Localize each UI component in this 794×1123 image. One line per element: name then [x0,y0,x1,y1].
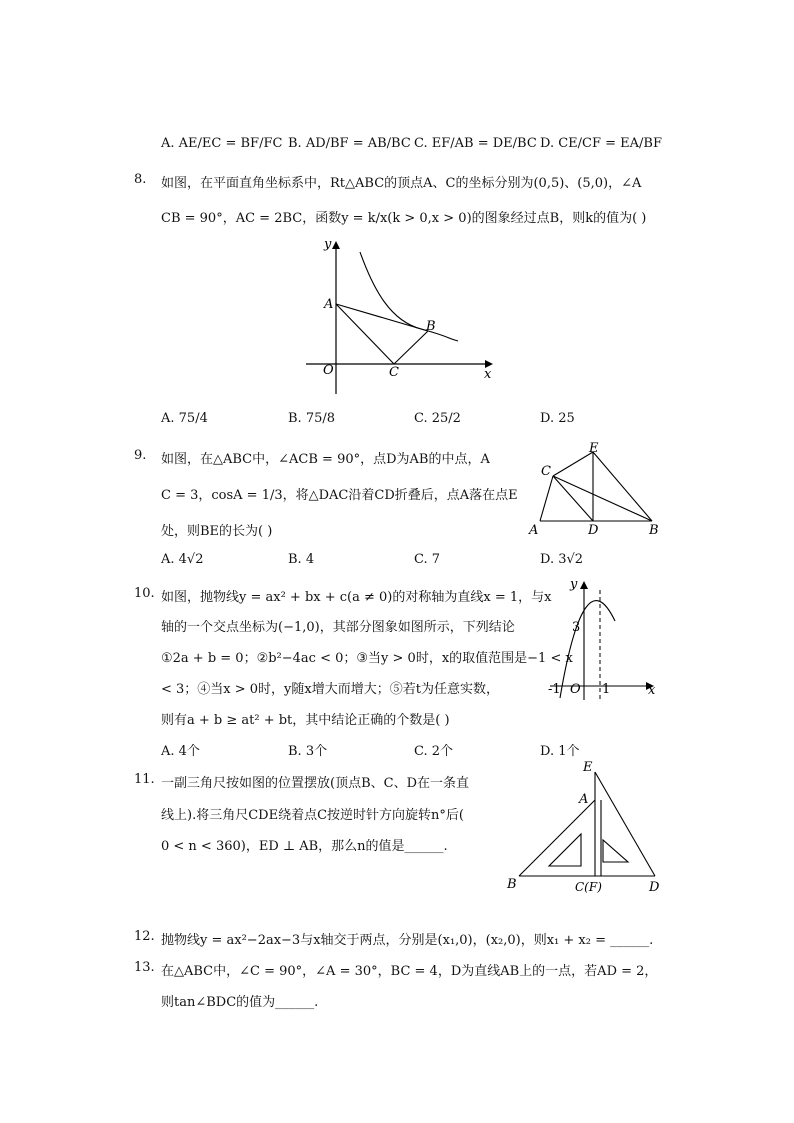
q10-label-1: 1 [602,682,611,697]
q10-number: 10. [134,586,155,601]
q7-option-c: C. EF/AB = DE/BC [414,136,537,151]
q9-option-c: C. 7 [414,552,441,567]
q11-number: 11. [134,772,155,787]
q7-option-b: B. AD/BF = AB/BC [288,136,411,151]
q8-label-o: O [323,363,334,378]
q10-label-3: 3 [572,620,581,635]
q8-line2: CB = 90°，AC = 2BC，函数y = k/x(k > 0,x > 0)的图象经过点B，则k的值为( ) [161,211,647,226]
q8-option-a: A. 75/4 [161,411,208,426]
q7-option-d: D. CE/CF = EA/BF [540,136,662,151]
q9-figure [525,438,665,538]
q10-option-d: D. 1个 [540,744,580,759]
q11-figure [503,758,668,896]
q11-label-b: B [507,877,517,892]
q8-label-b: B [426,319,436,334]
q8-option-b: B. 75/8 [288,411,336,426]
q12-number: 12. [134,929,155,944]
q9-label-c: C [541,464,551,479]
q8-option-d: D. 25 [540,411,575,426]
q8-label-a: A [324,297,334,312]
q10-line2: 轴的一个交点坐标为(−1,0)，其部分图象如图所示，下列结论 [161,620,515,635]
q9-line2: C = 3，cosA = 1/3，将△DAC沿着CD折叠后，点A落在点E [161,488,518,503]
q11-label-d: D [649,880,660,895]
q11-line1: 一副三角尺按如图的位置摆放(顶点B、C、D在一条直 [161,776,469,791]
q11-line3: 0 < n < 360)，ED ⊥ AB，那么n的值是______. [161,839,448,854]
q9-label-b: B [649,523,659,538]
q9-option-d: D. 3√2 [540,552,584,567]
q9-label-a: A [529,523,539,538]
q8-line1: 如图，在平面直角坐标系中，Rt△ABC的顶点A、C的坐标分别为(0,5)、(5,0)，∠A [161,176,642,191]
q11-label-cf: C(F) [575,880,602,894]
q10-figure [540,576,665,701]
q11-label-a: A [579,792,589,807]
q8-label-c: C [389,365,399,380]
q8-label-x: x [484,367,492,382]
q11-line2: 线上).将三角尺CDE绕着点C按逆时针方向旋转n°后( [161,808,464,823]
q9-number: 9. [134,448,147,463]
q8-number: 8. [134,172,147,187]
q10-label-x: x [648,683,656,698]
q10-line5: 则有a + b ≥ at² + bt，其中结论正确的个数是( ) [161,713,450,728]
q10-option-c: C. 2个 [414,744,454,759]
q10-label-o: O [570,682,581,697]
q10-label-y: y [570,577,578,592]
q10-line3: ①2a + b = 0；②b²−4ac < 0；③当y > 0时，x的取值范围是−1 < x [161,651,573,666]
q9-label-e: E [589,441,599,456]
q8-label-y: y [324,237,332,252]
q8-figure [296,236,502,396]
q9-line1: 如图，在△ABC中，∠ACB = 90°，点D为AB的中点，A [161,452,490,467]
q11-label-e: E [583,760,593,775]
q13-line1: 在△ABC中，∠C = 90°，∠A = 30°，BC = 4，D为直线AB上的一点，若AD = 2， [161,964,658,979]
q13-line2: 则tan∠BDC的值为______. [161,995,319,1010]
q7-option-a: A. AE/EC = BF/FC [161,136,283,151]
q10-line1: 如图，抛物线y = ax² + bx + c(a ≠ 0)的对称轴为直线x = 1，与x [161,590,552,605]
q9-option-b: B. 4 [288,552,315,567]
q8-option-c: C. 25/2 [414,411,461,426]
q10-option-a: A. 4个 [161,744,200,759]
q10-option-b: B. 3个 [288,744,328,759]
q12-line1: 抛物线y = ax²−2ax−3与x轴交于两点，分别是(x₁,0)，(x₂,0)，则x₁ + x₂ = ______. [161,933,654,948]
q13-number: 13. [134,960,155,975]
q9-option-a: A. 4√2 [161,552,204,567]
q9-label-d: D [588,523,599,538]
q9-line3: 处，则BE的长为( ) [161,524,273,539]
q10-line4: < 3；④当x > 0时，y随x增大而增大；⑤若t为任意实数， [161,682,499,697]
q10-label-neg1: -1 [548,682,561,697]
